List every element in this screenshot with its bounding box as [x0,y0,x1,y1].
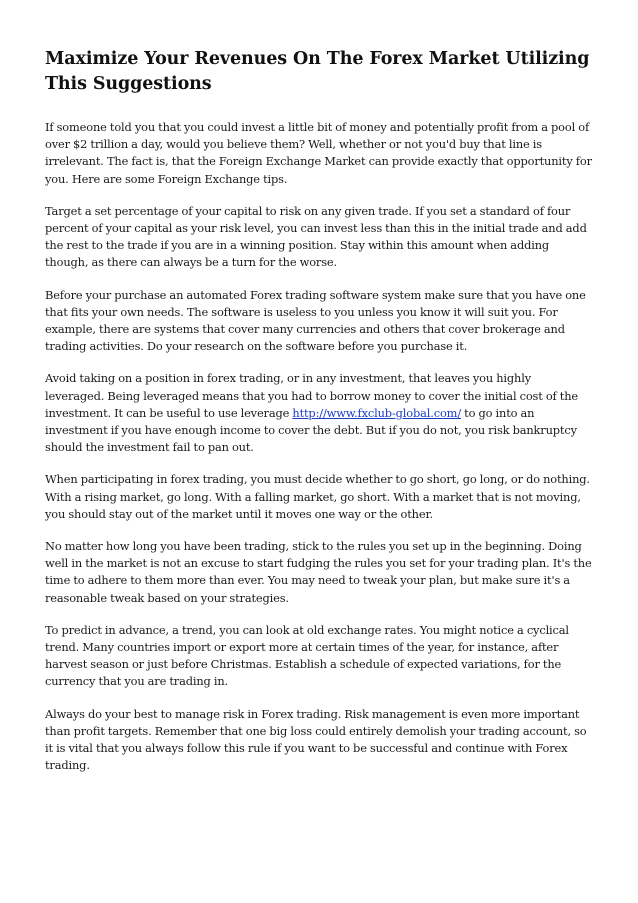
paragraph-leverage [45,370,593,456]
paragraph-short-long: When participating in forex trading, you must decide whether to go short, go long, or do nothing. With a rising market, go long. With a falling market, go short. With a market that is not moving, you should stay out of the market until it moves one way or the other. [45,472,590,521]
paragraph-software: Before your purchase an automated Forex trading software system make sure that you have one that fits your own needs. The software is useless to you unless you know it will suit you. For example, there are systems that cover many currencies and others that cover brokerage and trading activities. Do your research on the software before you purchase it. [45,287,586,354]
paragraph-intro: If someone told you that you could invest a little bit of money and potentially profit from a pool of over $2 trillion a day, would you believe them? Well, whether or not you'd buy that line is irrelevant. The fact is, that the Foreign Exchange Market can provide exactly that opportunity for you. Here are some Foreign Exchange tips. [45,120,592,186]
paragraph-stick-to-rules: No matter how long you have been trading, stick to the rules you set up in the beginning. Doing well in the market is not an excuse to start fudging the rules you set for your trading plan. It's the time to adhere to them more than ever. You may need to tweak your plan, but make sure it's a reasonable tweak based on your strategies. [45,539,592,605]
paragraph-leverage-before: Avoid taking on a position in forex trading, or in any investment, that leaves you highly leveraged. Being leveraged means that you had to borrow money to cover the initial cost of the investment. It can be useful to use leverage [45,371,578,420]
paragraph-leverage-after: to go into an investment if you have enough income to cover the debt. But if you do not, you risk bankruptcy should the investment fail to pan out. [45,405,577,455]
paragraph-risk-percentage: Target a set percentage of your capital to risk on any given trade. If you set a standard of four percent of your capital as your risk level, you can invest less than this in the initial trade and add the rest to the trade if you are in a winning position. Stay within this amount when adding though, as there can always be a turn for the worse. [45,203,587,270]
paragraph-manage-risk: Always do your best to manage risk in Forex trading. Risk management is even more important than profit targets. Remember that one big loss could entirely demolish your trading account, so it is vital that you always follow this rule if you want to be successful and continue with Forex trading. [45,706,587,773]
fxclub-link[interactable]: http://www.fxclub-global.com/ [292,405,462,420]
document-title: Maximize Your Revenues On The Forex Market Utilizing This Suggestions [45,49,590,94]
document-page [45,47,593,790]
paragraph-predict-trend: To predict in advance, a trend, you can look at old exchange rates. You might notice a cyclical trend. Many countries import or export more at certain times of the year, for instance, after harvest season or just before Christmas. Establish a schedule of expected variations, for the currency that you are trading in. [45,622,569,689]
